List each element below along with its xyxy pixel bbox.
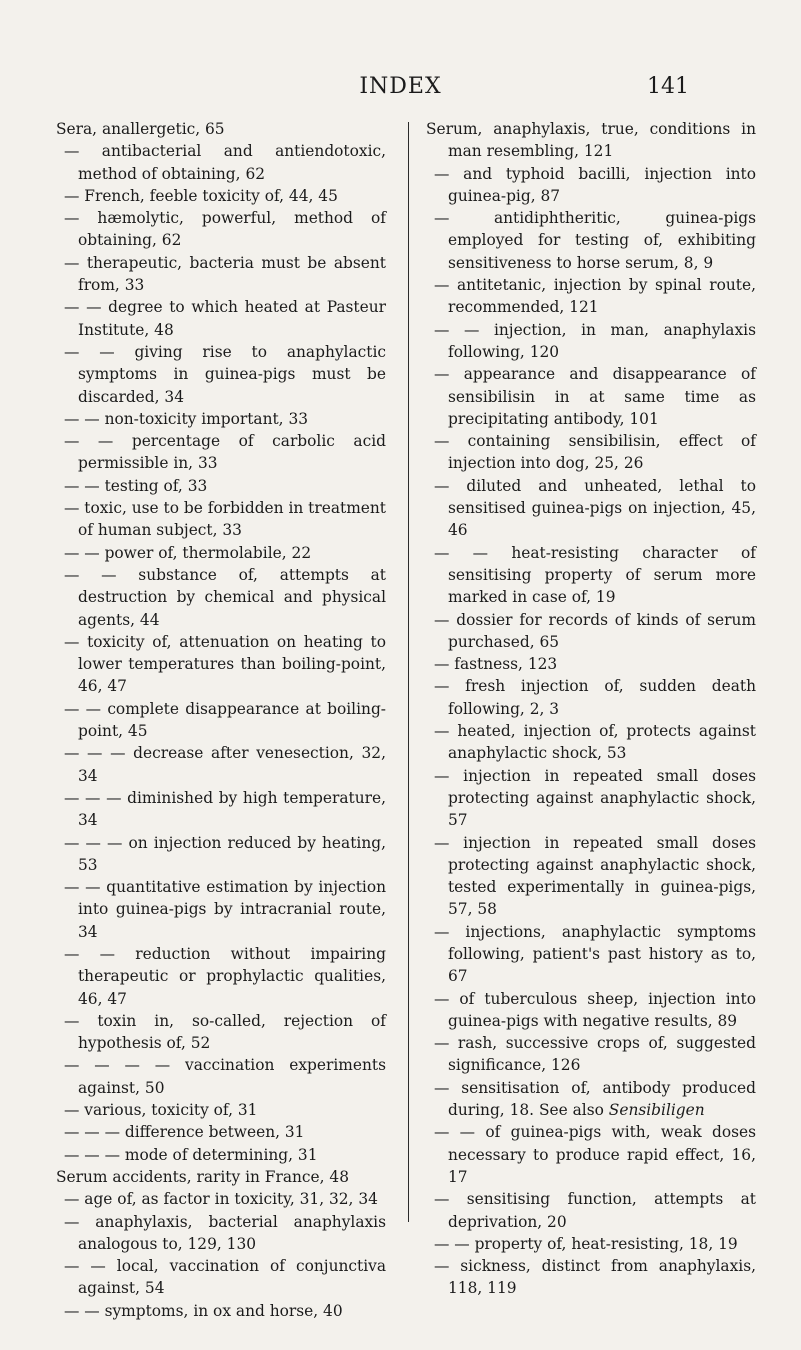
- index-entry: [56, 1255, 386, 1300]
- index-entry: [56, 408, 386, 430]
- cross-reference: Sensibiligen: [608, 1101, 705, 1120]
- index-entry: [426, 675, 756, 720]
- index-entry: [426, 720, 756, 765]
- index-entry-text: — — — difference between, 31: [64, 1123, 305, 1142]
- index-entry-text: — antitetanic, injection by spinal route, recommended, 121: [434, 276, 756, 317]
- index-entry-text: — of tuberculous sheep, injection into guinea-pigs with negative results, 89: [434, 989, 756, 1030]
- index-entry: [56, 1144, 386, 1166]
- index-entry-text: — toxin in, so-called, rejection of hypothesis of, 52: [64, 1011, 386, 1053]
- index-entry: [56, 430, 386, 475]
- index-entry-text: — — complete disappearance at boiling-point, 45: [64, 699, 386, 741]
- index-entry: [56, 1300, 386, 1322]
- index-entry-text: — hæmolytic, powerful, method of obtaining, 62: [64, 209, 386, 250]
- index-entry: [426, 207, 756, 274]
- index-entry: [426, 274, 756, 319]
- running-head: [0, 72, 801, 102]
- index-entry-text: — — — on injection reduced by heating, 53: [64, 833, 386, 874]
- index-entry-text: — — symptoms, in ox and horse, 40: [64, 1301, 343, 1320]
- page-title: INDEX: [359, 74, 442, 99]
- index-entry: [426, 988, 756, 1033]
- index-entry: [56, 564, 386, 631]
- index-entry: [56, 876, 386, 943]
- index-entry: [56, 1188, 386, 1210]
- index-entry-text: — containing sensibilisin, effect of injection into dog, 25, 26: [434, 432, 756, 473]
- index-entry: [56, 832, 386, 877]
- index-entry: [426, 765, 756, 832]
- index-entry-text: Sera, anallergetic, 65: [56, 120, 225, 138]
- index-entry-text: Serum accidents, rarity in France, 48: [56, 1167, 350, 1186]
- index-entry: [56, 698, 386, 743]
- index-entry: [56, 252, 386, 297]
- index-entry-text: — sensitising function, attempts at deprivation, 20: [434, 1190, 756, 1231]
- index-entry-text: — therapeutic, bacteria must be absent from, 33: [64, 253, 386, 295]
- index-entry: [426, 832, 756, 921]
- index-entry: [426, 921, 756, 988]
- index-entry-text: — dossier for records of kinds of serum purchased, 65: [434, 610, 756, 651]
- index-entry-text: — injection in repeated small doses protecting against anaphylactic shock, 57: [434, 766, 756, 830]
- page-number: 141: [647, 74, 689, 99]
- left-column: [56, 118, 386, 1322]
- index-entry-text: — French, feeble toxicity of, 44, 45: [64, 186, 338, 205]
- index-entry: [426, 609, 756, 654]
- index-entry-text: — age of, as factor in toxicity, 31, 32, 34: [64, 1190, 378, 1209]
- index-entry: [426, 1255, 756, 1300]
- index-entry: [56, 497, 386, 542]
- index-entry: [56, 787, 386, 832]
- index-entry-text: — — power of, thermolabile, 22: [64, 543, 312, 562]
- index-entry: [56, 943, 386, 1010]
- index-entry-text: — various, toxicity of, 31: [64, 1101, 258, 1120]
- index-entry-text: — — of guinea-pigs with, weak doses necessary to produce rapid effect, 16, 17: [434, 1123, 756, 1186]
- index-entry: [56, 475, 386, 497]
- index-entry-text: — sensitisation of, antibody produced during, 18. See also: [434, 1078, 756, 1120]
- index-entry: [426, 1077, 756, 1122]
- index-entry: [56, 1166, 386, 1188]
- index-entry-text: — sickness, distinct from anaphylaxis, 118, 119: [434, 1257, 756, 1298]
- index-entry-text: — rash, successive crops of, suggested significance, 126: [434, 1034, 756, 1075]
- index-entry-text: — — injection, in man, anaphylaxis following, 120: [434, 320, 756, 361]
- index-entry: [426, 1233, 756, 1255]
- index-entry: [56, 542, 386, 564]
- index-entry: [56, 1099, 386, 1121]
- column-divider: [408, 122, 409, 1222]
- index-entry: [426, 1032, 756, 1077]
- index-entry-text: — — — diminished by high temperature, 34: [64, 788, 386, 830]
- index-entry-text: — antidiphtheritic, guinea-pigs employed for testing of, exhibiting sensitiveness to horse serum, 8, 9: [434, 209, 756, 272]
- index-entry: [426, 163, 756, 208]
- index-entry-text: — — percentage of carbolic acid permissible in, 33: [64, 432, 386, 473]
- index-entry-text: — — substance of, attempts at destruction by chemical and physical agents, 44: [64, 565, 386, 629]
- index-entry-text: — fastness, 123: [434, 655, 558, 674]
- right-column: [426, 118, 756, 1300]
- index-entry-text: — — degree to which heated at Pasteur Institute, 48: [64, 298, 386, 339]
- index-entry-text: — anaphylaxis, bacterial anaphylaxis analogous to, 129, 130: [64, 1212, 386, 1253]
- index-entry: [426, 363, 756, 430]
- index-entry: [426, 475, 756, 542]
- index-entry-text: — heated, injection of, protects against anaphylactic shock, 53: [434, 722, 756, 763]
- index-entry-text: — — — mode of determining, 31: [64, 1145, 318, 1164]
- index-entry-text: — injections, anaphylactic symptoms following, patient's past history as to, 67: [434, 922, 756, 986]
- index-entry: [426, 653, 756, 675]
- index-entry: [56, 118, 386, 140]
- index-entry-text: Serum, anaphylaxis, true, conditions in man resembling, 121: [426, 120, 756, 161]
- index-entry-text: — — testing of, 33: [64, 476, 208, 495]
- index-entry-text: — — quantitative estimation by injection into guinea-pigs by intracranial route, 34: [64, 878, 386, 941]
- index-entry: [56, 1010, 386, 1055]
- index-entry: [426, 1188, 756, 1233]
- index-entry-text: — fresh injection of, sudden death following, 2, 3: [434, 677, 756, 718]
- index-entry-text: — antibacterial and antiendotoxic, method of obtaining, 62: [64, 142, 386, 183]
- index-entry-text: — — property of, heat-resisting, 18, 19: [434, 1234, 738, 1253]
- index-entry: [56, 1211, 386, 1256]
- index-entry-text: — toxicity of, attenuation on heating to lower temperatures than boiling-point, 46, 47: [64, 632, 386, 696]
- index-entry-text: — and typhoid bacilli, injection into guinea-pig, 87: [434, 164, 756, 205]
- index-entry: [426, 319, 756, 364]
- index-entry: [426, 1121, 756, 1188]
- index-entry-text: — — non-toxicity important, 33: [64, 409, 309, 428]
- index-entry: [56, 1121, 386, 1143]
- index-entry: [426, 542, 756, 609]
- index-entry-text: — injection in repeated small doses protecting against anaphylactic shock, tested experimentally in guinea-pigs, 57, 58: [434, 833, 756, 919]
- index-entry: [426, 430, 756, 475]
- index-entry: [56, 140, 386, 185]
- index-entry-text: — — — decrease after venesection, 32, 34: [64, 744, 386, 785]
- index-entry: [56, 631, 386, 698]
- index-entry: [56, 207, 386, 252]
- index-entry-text: — — local, vaccination of conjunctiva against, 54: [64, 1257, 386, 1298]
- index-entry: [56, 296, 386, 341]
- index-entry-text: — toxic, use to be forbidden in treatment of human subject, 33: [64, 499, 386, 540]
- index-entry: [426, 118, 756, 163]
- index-entry: [56, 1054, 386, 1099]
- index-entry-text: — appearance and disappearance of sensibilisin in at same time as precipitating antibody, 101: [434, 365, 756, 428]
- index-entry: [56, 341, 386, 408]
- index-entry-text: — — reduction without impairing therapeutic or prophylactic qualities, 46, 47: [64, 944, 386, 1008]
- index-entry-text: — — — — vaccination experiments against, 50: [64, 1056, 386, 1097]
- index-entry: [56, 742, 386, 787]
- index-entry-text: — — giving rise to anaphylactic symptoms in guinea-pigs must be discarded, 34: [64, 342, 386, 406]
- index-entry: [56, 185, 386, 207]
- index-entry-text: — — heat-resisting character of sensitising property of serum more marked in case of, 19: [434, 543, 756, 607]
- index-entry-text: — diluted and unheated, lethal to sensitised guinea-pigs on injection, 45, 46: [434, 476, 756, 540]
